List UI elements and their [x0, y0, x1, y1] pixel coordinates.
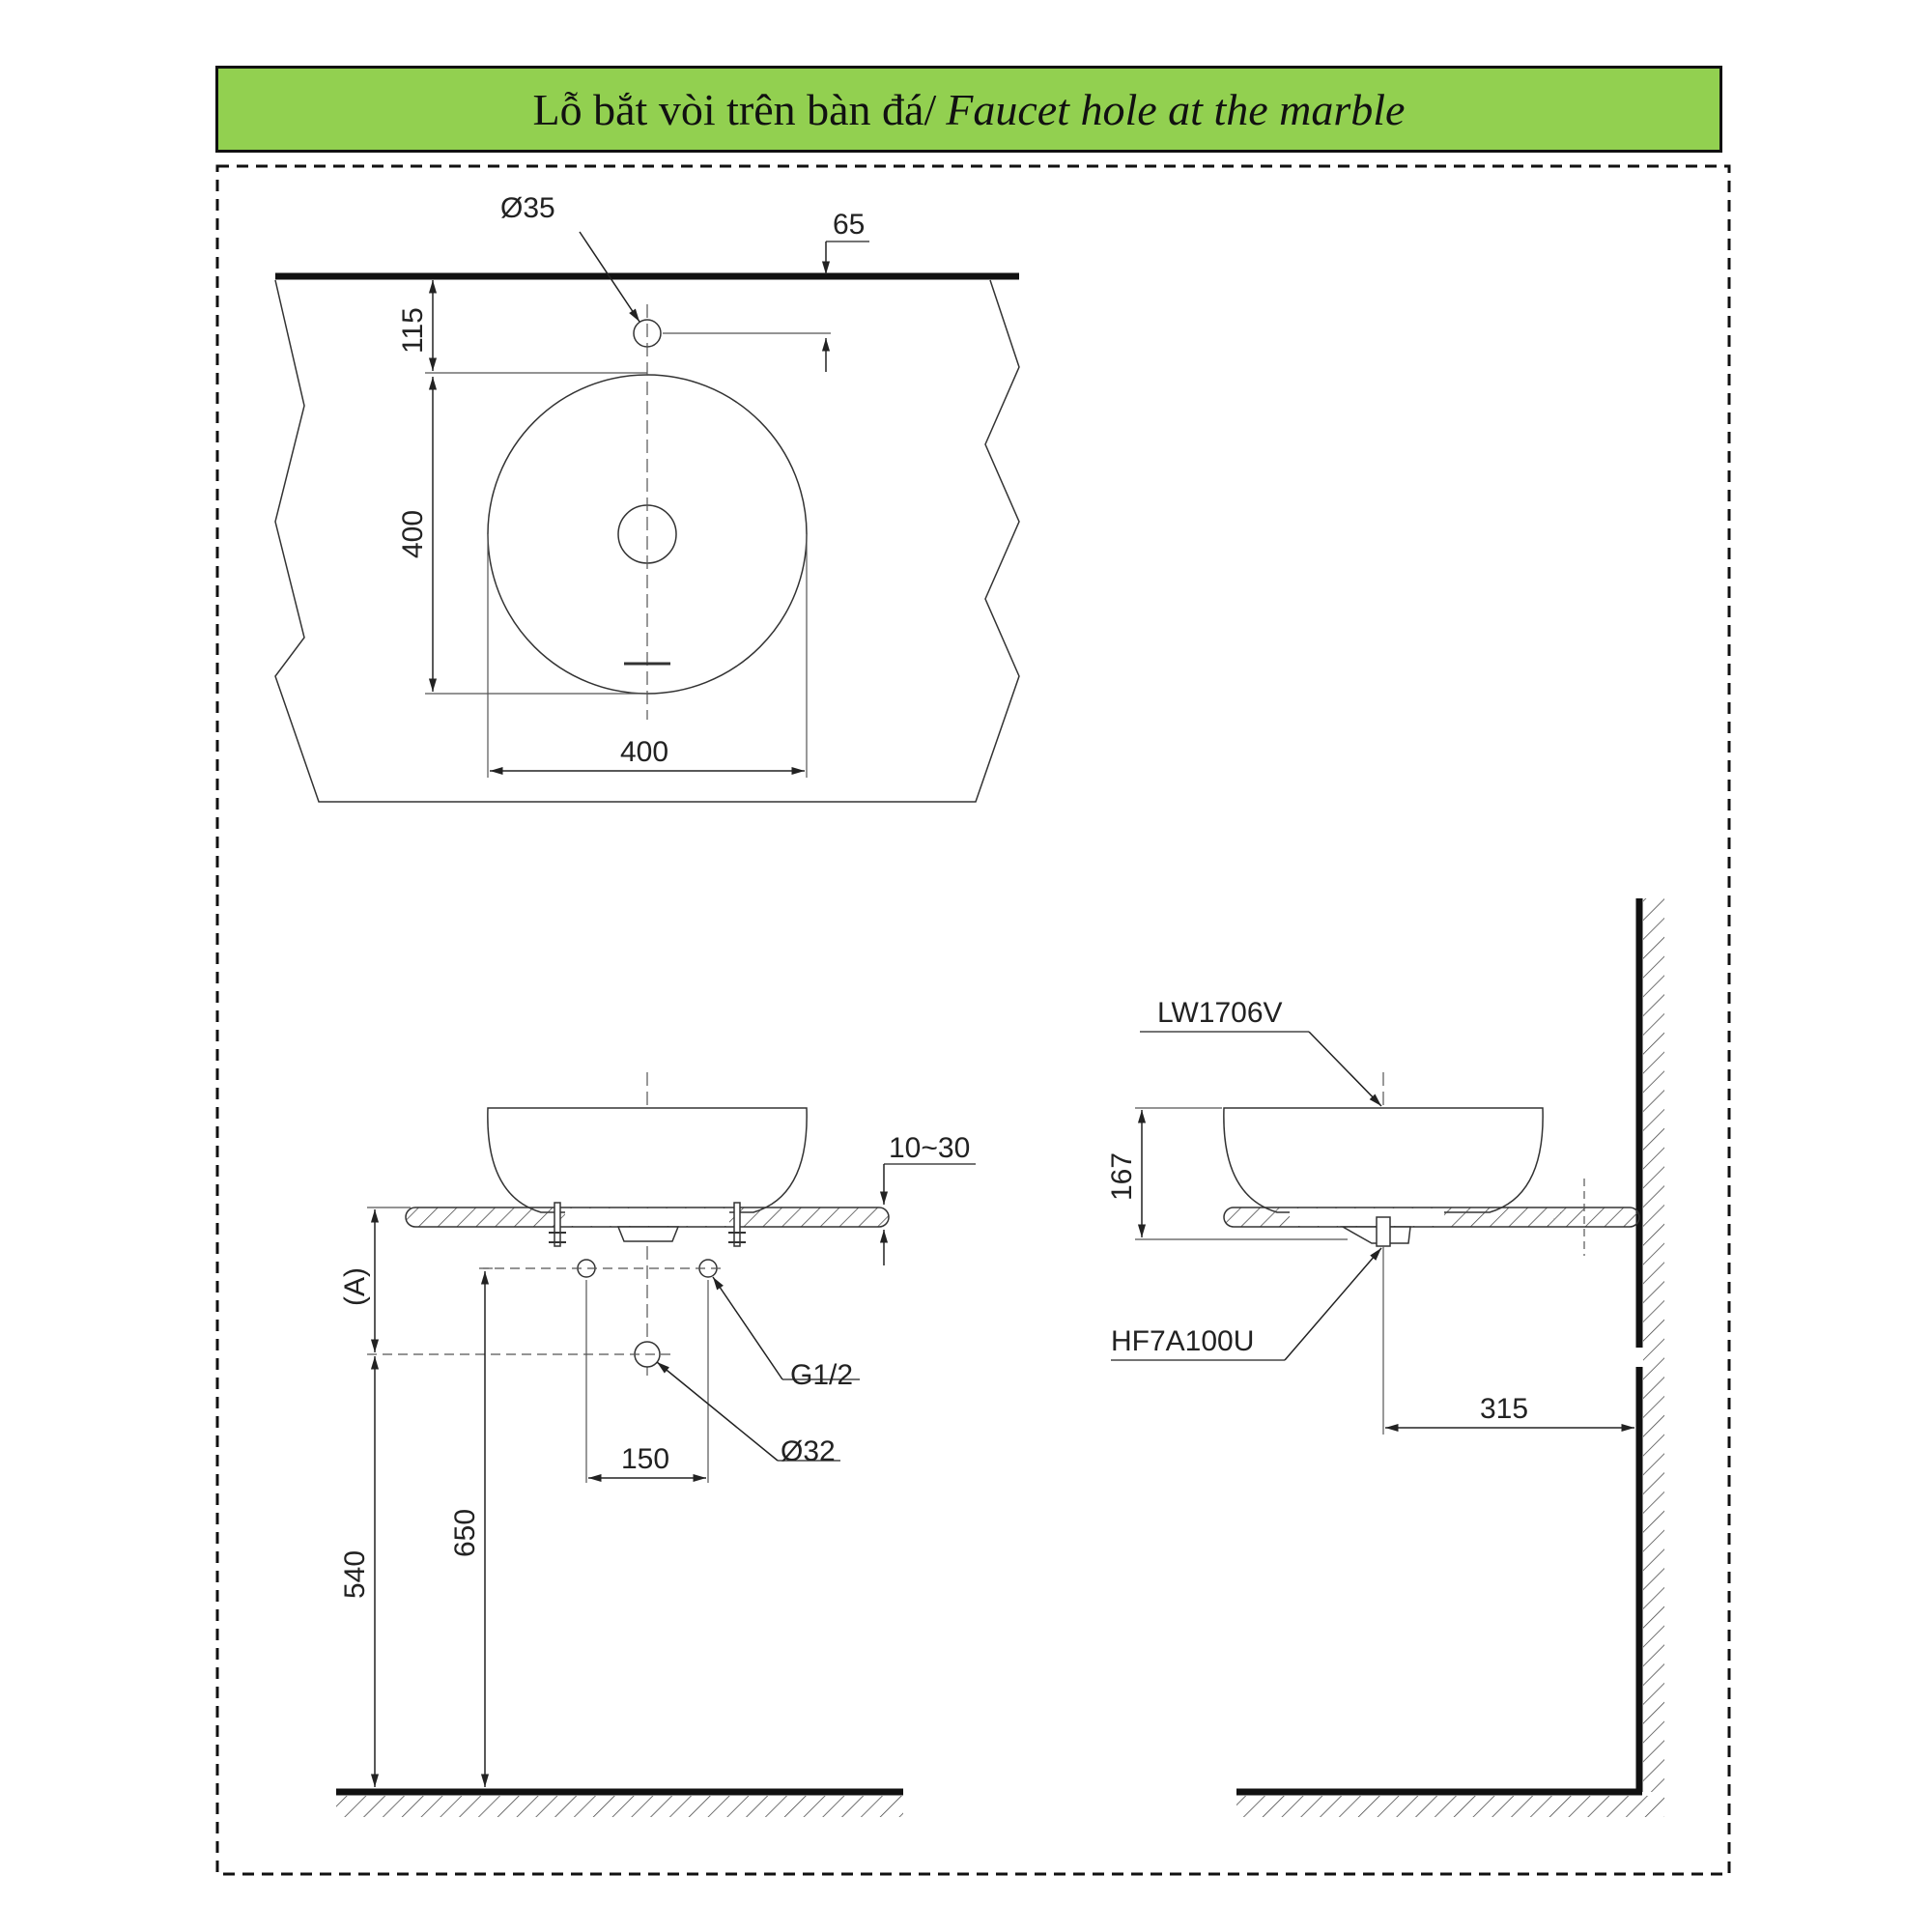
title-vietnamese: Lỗ bắt vòi trên bàn đá/ — [532, 84, 937, 134]
wall-pipe-gap — [1635, 1348, 1643, 1367]
drain-dia-leader — [657, 1362, 778, 1461]
side-basin-outline — [1224, 1108, 1543, 1212]
dashed-frame — [217, 166, 1729, 1874]
front-view — [336, 1072, 976, 1817]
wall-hatch — [1643, 898, 1664, 1792]
drain-model-label: HF7A100U — [1111, 1325, 1255, 1357]
drain-hole-outline — [618, 505, 676, 563]
front-basin-outline — [488, 1108, 807, 1212]
basin-width-label: 400 — [620, 736, 669, 768]
height-a-label: (A) — [339, 1267, 371, 1306]
side-floor-hatch — [1236, 1796, 1664, 1817]
wall-distance-label: 315 — [1480, 1393, 1529, 1425]
basin-model-leader — [1309, 1032, 1381, 1106]
top-view — [275, 192, 1019, 802]
edge-offset-label: 65 — [833, 209, 866, 241]
supply-thread-label: G1/2 — [790, 1359, 854, 1391]
basin-model-label: LW1706V — [1157, 997, 1283, 1029]
supply-height-label: 650 — [449, 1508, 481, 1557]
front-floor-hatch — [336, 1796, 903, 1817]
drain-height-label: 540 — [339, 1549, 371, 1599]
countertop-thickness-label: 10~30 — [889, 1132, 971, 1164]
title-english: Faucet hole at the marble — [946, 84, 1406, 134]
hole-to-basin-label: 115 — [397, 307, 429, 354]
drain-dia-label: Ø32 — [781, 1435, 836, 1467]
front-countertop-cutout — [565, 1208, 729, 1226]
basin-height-label: 167 — [1106, 1151, 1138, 1201]
supply-thread-leader — [713, 1277, 782, 1379]
drain-model-leader — [1285, 1248, 1381, 1360]
supply-spacing-label: 150 — [621, 1443, 670, 1475]
side-view — [1106, 898, 1664, 1817]
side-countertop-cutout — [1290, 1208, 1444, 1226]
basin-depth-label: 400 — [397, 509, 429, 558]
faucet-hole-dia-label: Ø35 — [500, 192, 555, 224]
front-drain-body — [618, 1227, 678, 1241]
side-drain-tail — [1377, 1217, 1390, 1246]
